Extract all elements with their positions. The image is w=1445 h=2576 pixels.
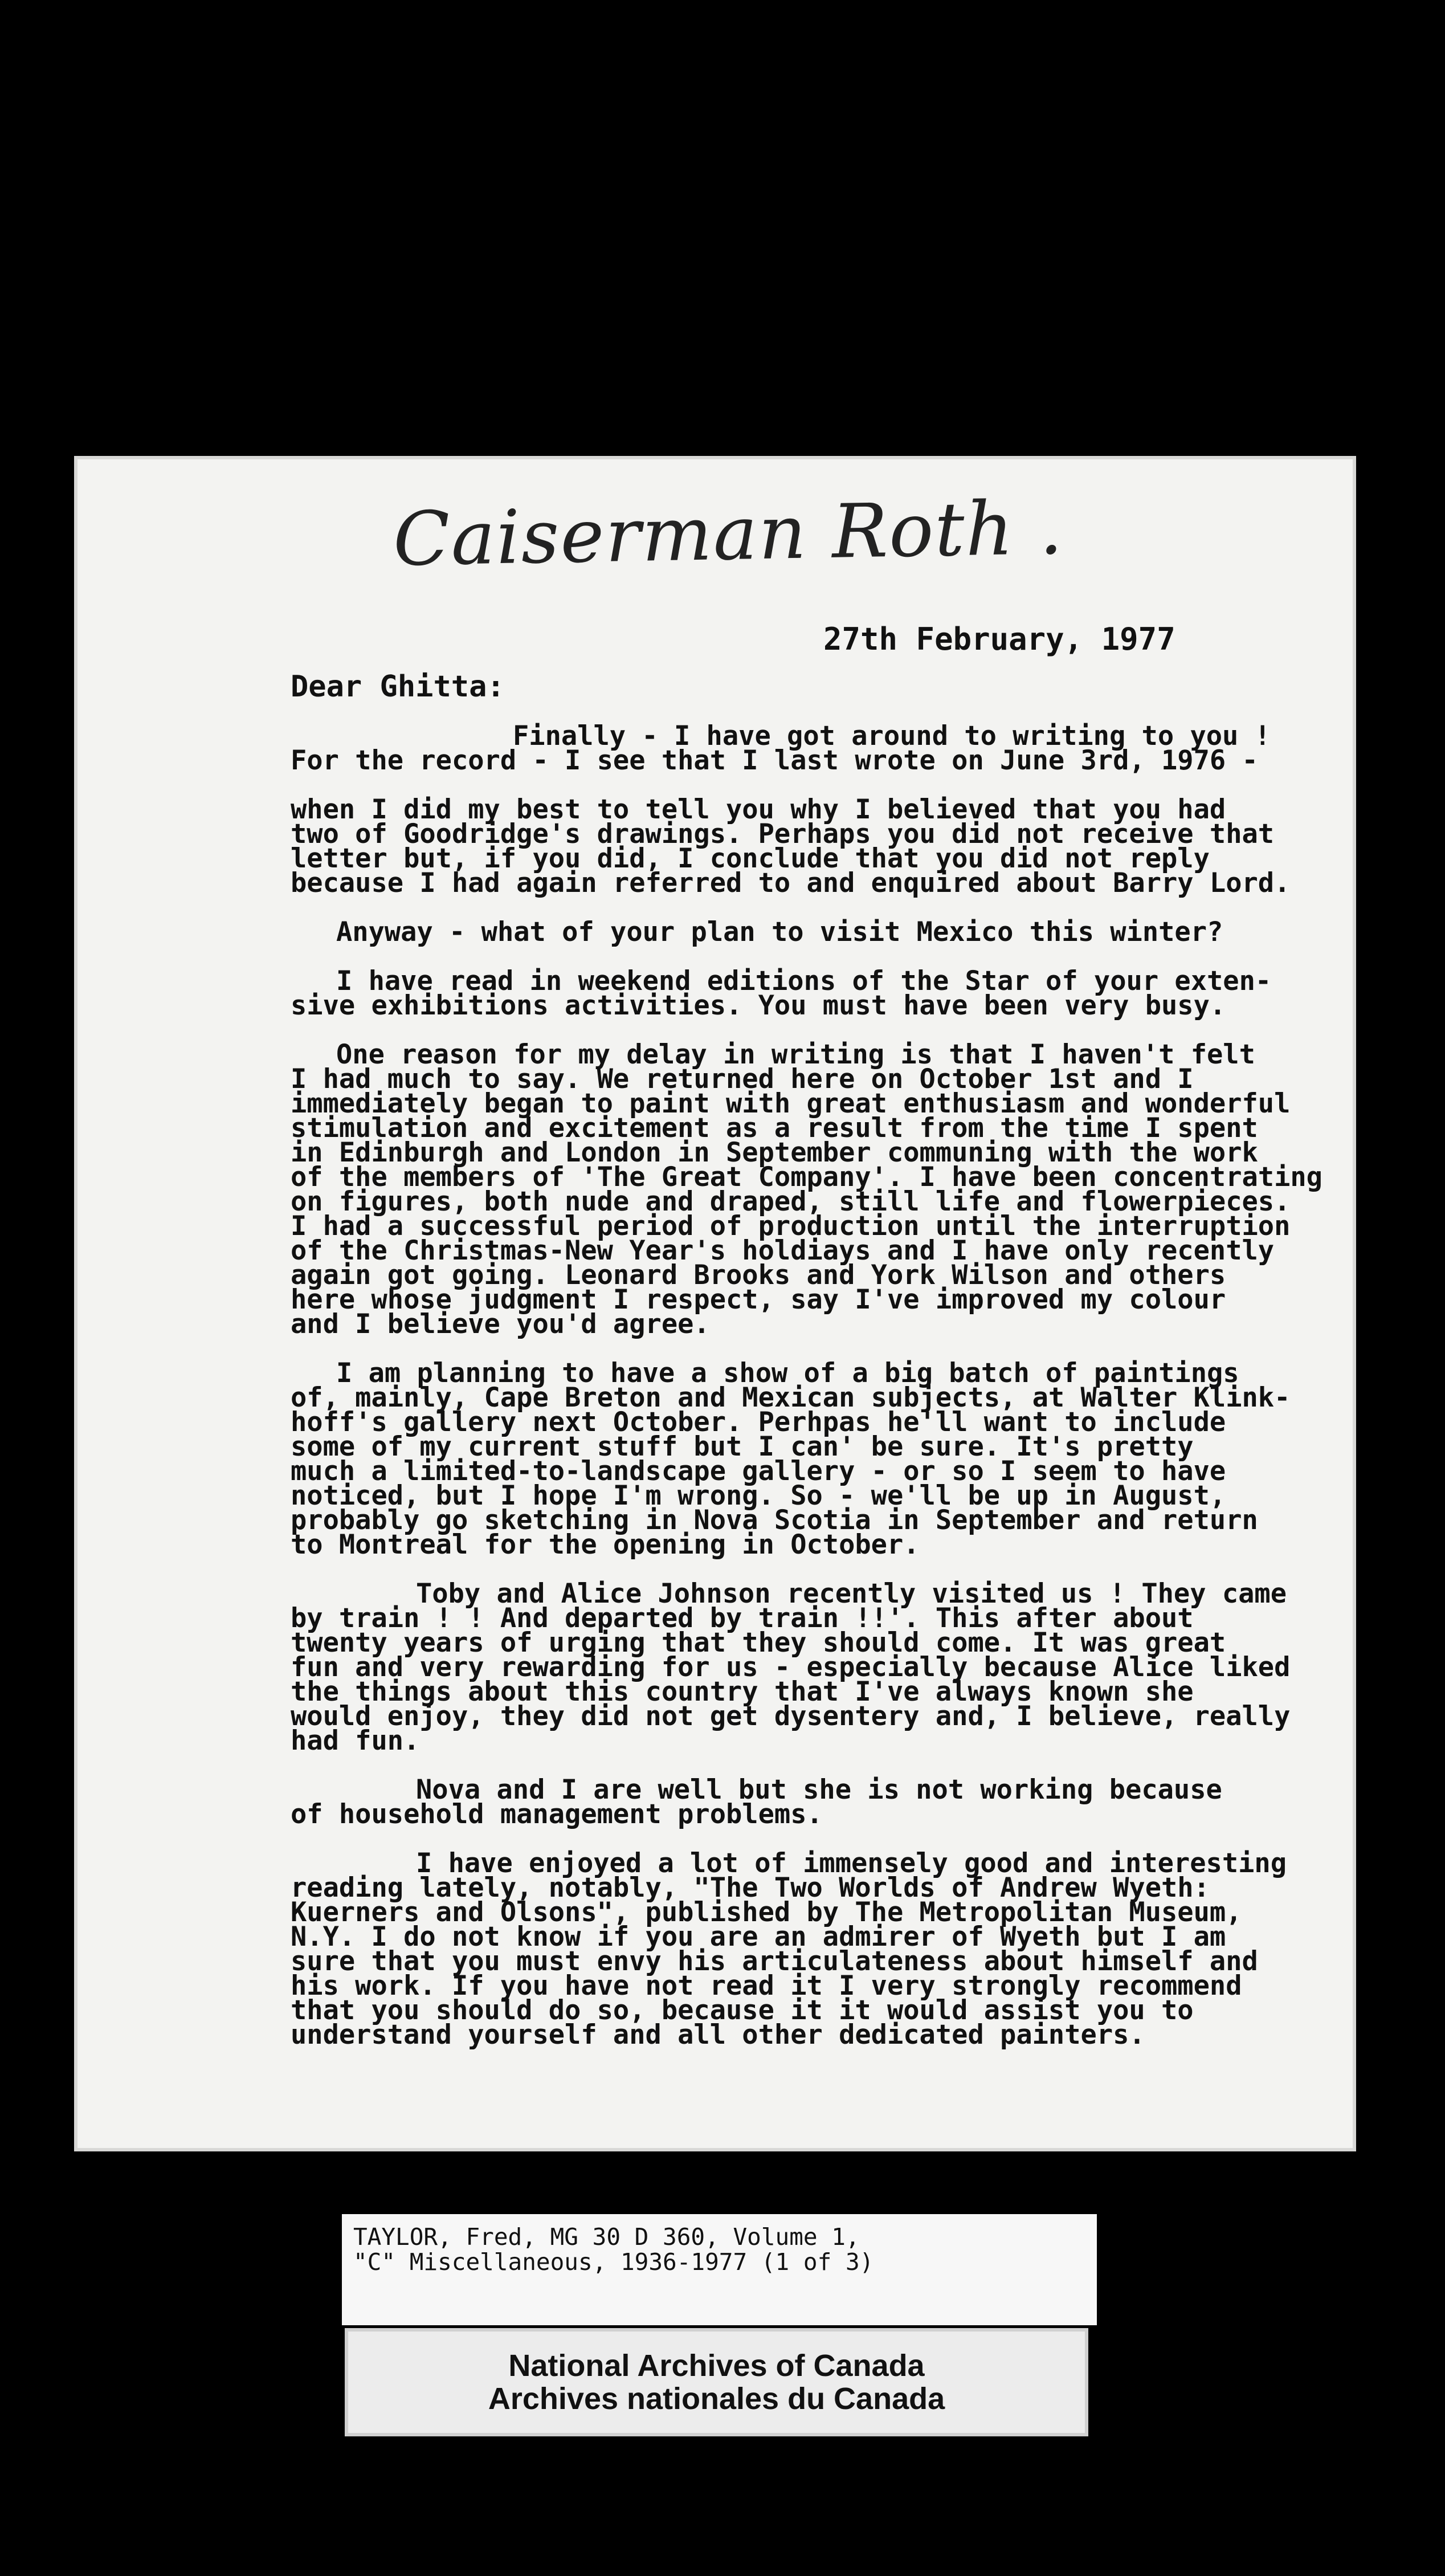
salutation: Dear Ghitta:: [291, 670, 505, 704]
paragraph-4: I have read in weekend editions of the Star of your exten- sive exhibitions activities. You must have been very busy.: [291, 965, 1272, 1021]
paragraph-6: I am planning to have a show of a big batch of paintings of, mainly, Cape Breton and Mexican subjects, at Walter Klink- hoff's gallery next October. Perhpas he'll want to include some of my current stuff but I can' be sure. It's pretty much a limited-to-landscape gallery - or so I seem to have noticed, but I hope I'm wrong. So - we'll be up in August, probably go sketching in Nova Scotia in September and return to Montreal for the opening in October.: [291, 1358, 1291, 1560]
paragraph-7: Toby and Alice Johnson recently visited us ! They came by train ! ! And departed by train !!'. This after about twenty years of urging that they should come. It was great fun and very rewarding for us - especially because Alice liked the things about this country that I've always known she would enjoy, they did not get dysentery and, I believe, really had fun.: [291, 1578, 1291, 1756]
paragraph-3: Anyway - what of your plan to visit Mexico this winter?: [336, 916, 1223, 948]
letter-date: 27th February, 1977: [823, 621, 1175, 657]
catalog-line-1: TAYLOR, Fred, MG 30 D 360, Volume 1,: [353, 2223, 860, 2251]
paragraph-5: One reason for my delay in writing is that I haven't felt I had much to say. We returned here on October 1st and I immediately began to paint with great enthusiasm and wonderful stimulation and excitement as a result from the time I spent in Edinburgh and London in September communing with the work of the members of 'The Great Company'. I have been concentrating on figures, both nude and draped, still life and flowerpieces. I had a successful period of production until the interruption of the Christmas-New Year's holdiays and I have only recently again got going. Leonard Brooks and York Wilson and others here whose judgment I respect, say I've improved my colour and I believe you'd agree.: [291, 1039, 1322, 1340]
letter-page: [74, 456, 1356, 2151]
paragraph-9: I have enjoyed a lot of immensely good and interesting reading lately, notably, "The Two Worlds of Andrew Wyeth: Kuerners and Olsons", published by The Metropolitan Museum, N.Y. I do not know if you are an admirer of Wyeth but I am sure that you must envy his articulateness about himself and his work. If you have not read it I very strongly recommend that you should do so, because it it would assist you to understand yourself and all other dedicated painters.: [291, 1848, 1287, 2051]
paragraph-8: Nova and I are well but she is not working because of household management problems.: [291, 1774, 1222, 1830]
archives-name-french: Archives nationales du Canada: [488, 2382, 945, 2416]
handwritten-header: Caiserman Roth .: [392, 484, 1065, 583]
archives-stamp: [345, 2328, 1088, 2436]
letter-body: [291, 720, 1339, 2072]
catalog-line-2: "C" Miscellaneous, 1936-1977 (1 of 3): [353, 2248, 874, 2276]
catalog-label: [342, 2214, 1097, 2325]
paragraph-2: when I did my best to tell you why I believed that you had two of Goodridge's drawings. Perhaps you did not receive that letter but, if you did, I conclude that you did not reply because I had again referred to and enquired about Barry Lord.: [291, 794, 1291, 899]
paragraph-1: Finally - I have got around to writing to you ! For the record - I see that I last wrote on June 3rd, 1976 -: [291, 720, 1271, 776]
archives-name-english: National Archives of Canada: [508, 2349, 925, 2383]
